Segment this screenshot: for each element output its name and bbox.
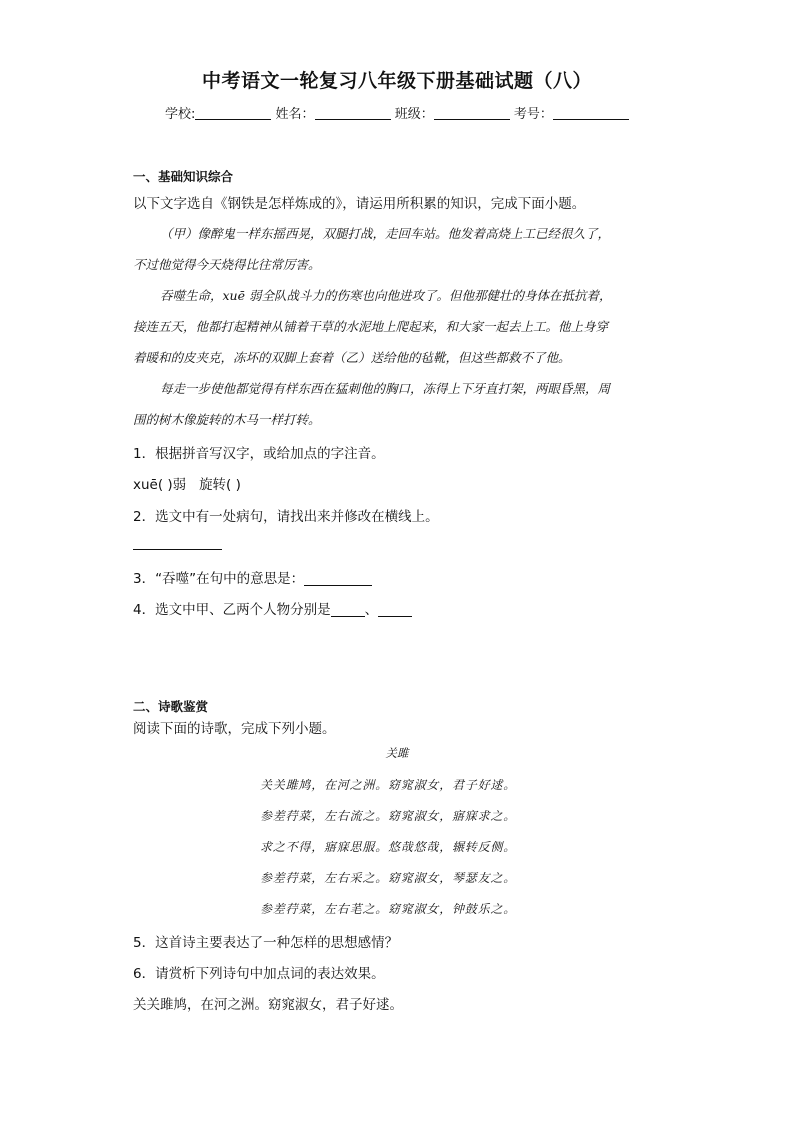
student-info-row <box>165 103 629 122</box>
fill-xue: xuē( )弱 <box>133 477 187 493</box>
section1-heading: 一、基础知识综合 <box>133 169 234 184</box>
poem-line: 参差荇菜，左右芼之。窈窕淑女，钟鼓乐之。 <box>260 902 517 916</box>
exam-no-label: 考号： <box>513 107 553 122</box>
question-3 <box>133 567 372 587</box>
class-label: 班级： <box>394 107 434 122</box>
class-blank <box>434 106 510 120</box>
poem-line: 参差荇菜，左右采之。窈窕淑女，琴瑟友之。 <box>260 871 517 885</box>
question-4 <box>133 598 412 618</box>
answer-blank[interactable] <box>304 571 372 586</box>
answer-blank-b[interactable] <box>378 602 412 617</box>
question-1: 1．根据拼音写汉字，或给加点的字注音。 <box>133 446 385 462</box>
name-label: 姓名： <box>275 107 315 122</box>
question-5: 5．这首诗主要表达了一种怎样的思想感情？ <box>133 935 399 951</box>
name-blank <box>315 106 391 120</box>
section2-heading: 二、诗歌鉴赏 <box>133 699 209 714</box>
poem-title: 关雎 <box>385 746 409 760</box>
school-label: 学校: <box>165 107 196 122</box>
passage-line: 每走一步使他都觉得有样东西在猛刺他的胸口，冻得上下牙直打架，两眼昏黑，周 <box>160 381 611 396</box>
question-6: 6．请赏析下列诗句中加点词的表达效果。 <box>133 966 385 982</box>
question-2: 2．选文中有一处病句，请找出来并修改在横线上。 <box>133 509 439 525</box>
passage-line: 吞噬生命，xuē 弱全队战斗力的伤寒也向他进攻了。但他那健壮的身体在抵抗着， <box>160 288 612 303</box>
question-1-fill <box>133 473 241 493</box>
exam-no-blank <box>553 106 629 120</box>
separator: 、 <box>364 602 379 618</box>
passage-line: 不过他觉得今天烧得比往常厉害。 <box>133 257 321 272</box>
fill-xuanzhuan: 旋转( ) <box>199 477 241 493</box>
poem-line: 关关雎鸠，在河之洲。窈窕淑女，君子好逑。 <box>260 778 517 792</box>
answer-line[interactable] <box>133 549 222 550</box>
question-4-text: 4．选文中甲、乙两个人物分别是 <box>133 602 331 618</box>
passage-line: 接连五天，他都打起精神从铺着干草的水泥地上爬起来，和大家一起去上工。他上身穿 <box>133 319 609 334</box>
question-3-text: 3．“吞噬”在句中的意思是： <box>133 571 305 587</box>
page-title: 中考语文一轮复习八年级下册基础试题（八） <box>201 70 592 92</box>
section1-intro: 以下文字选自《钢铁是怎样炼成的》，请运用所积累的知识，完成下面小题。 <box>133 196 586 212</box>
section2-intro: 阅读下面的诗歌，完成下列小题。 <box>133 721 336 737</box>
question-6-quote: 关关雎鸠，在河之洲。窈窕淑女，君子好逑。 <box>133 997 403 1013</box>
passage-line: 围的树木像旋转的木马一样打转。 <box>133 412 321 427</box>
passage-line: （甲）像醉鬼一样东摇西晃，双腿打战，走回车站。他发着高烧上工已经很久了， <box>160 226 611 241</box>
poem-line: 参差荇菜，左右流之。窈窕淑女，寤寐求之。 <box>260 809 517 823</box>
poem-line: 求之不得，寤寐思服。悠哉悠哉，辗转反侧。 <box>260 840 517 854</box>
school-blank <box>195 106 271 120</box>
passage-line: 着暖和的皮夹克，冻坏的双脚上套着（乙）送给他的毡靴，但这些都救不了他。 <box>133 350 571 365</box>
answer-blank-a[interactable] <box>331 602 365 617</box>
